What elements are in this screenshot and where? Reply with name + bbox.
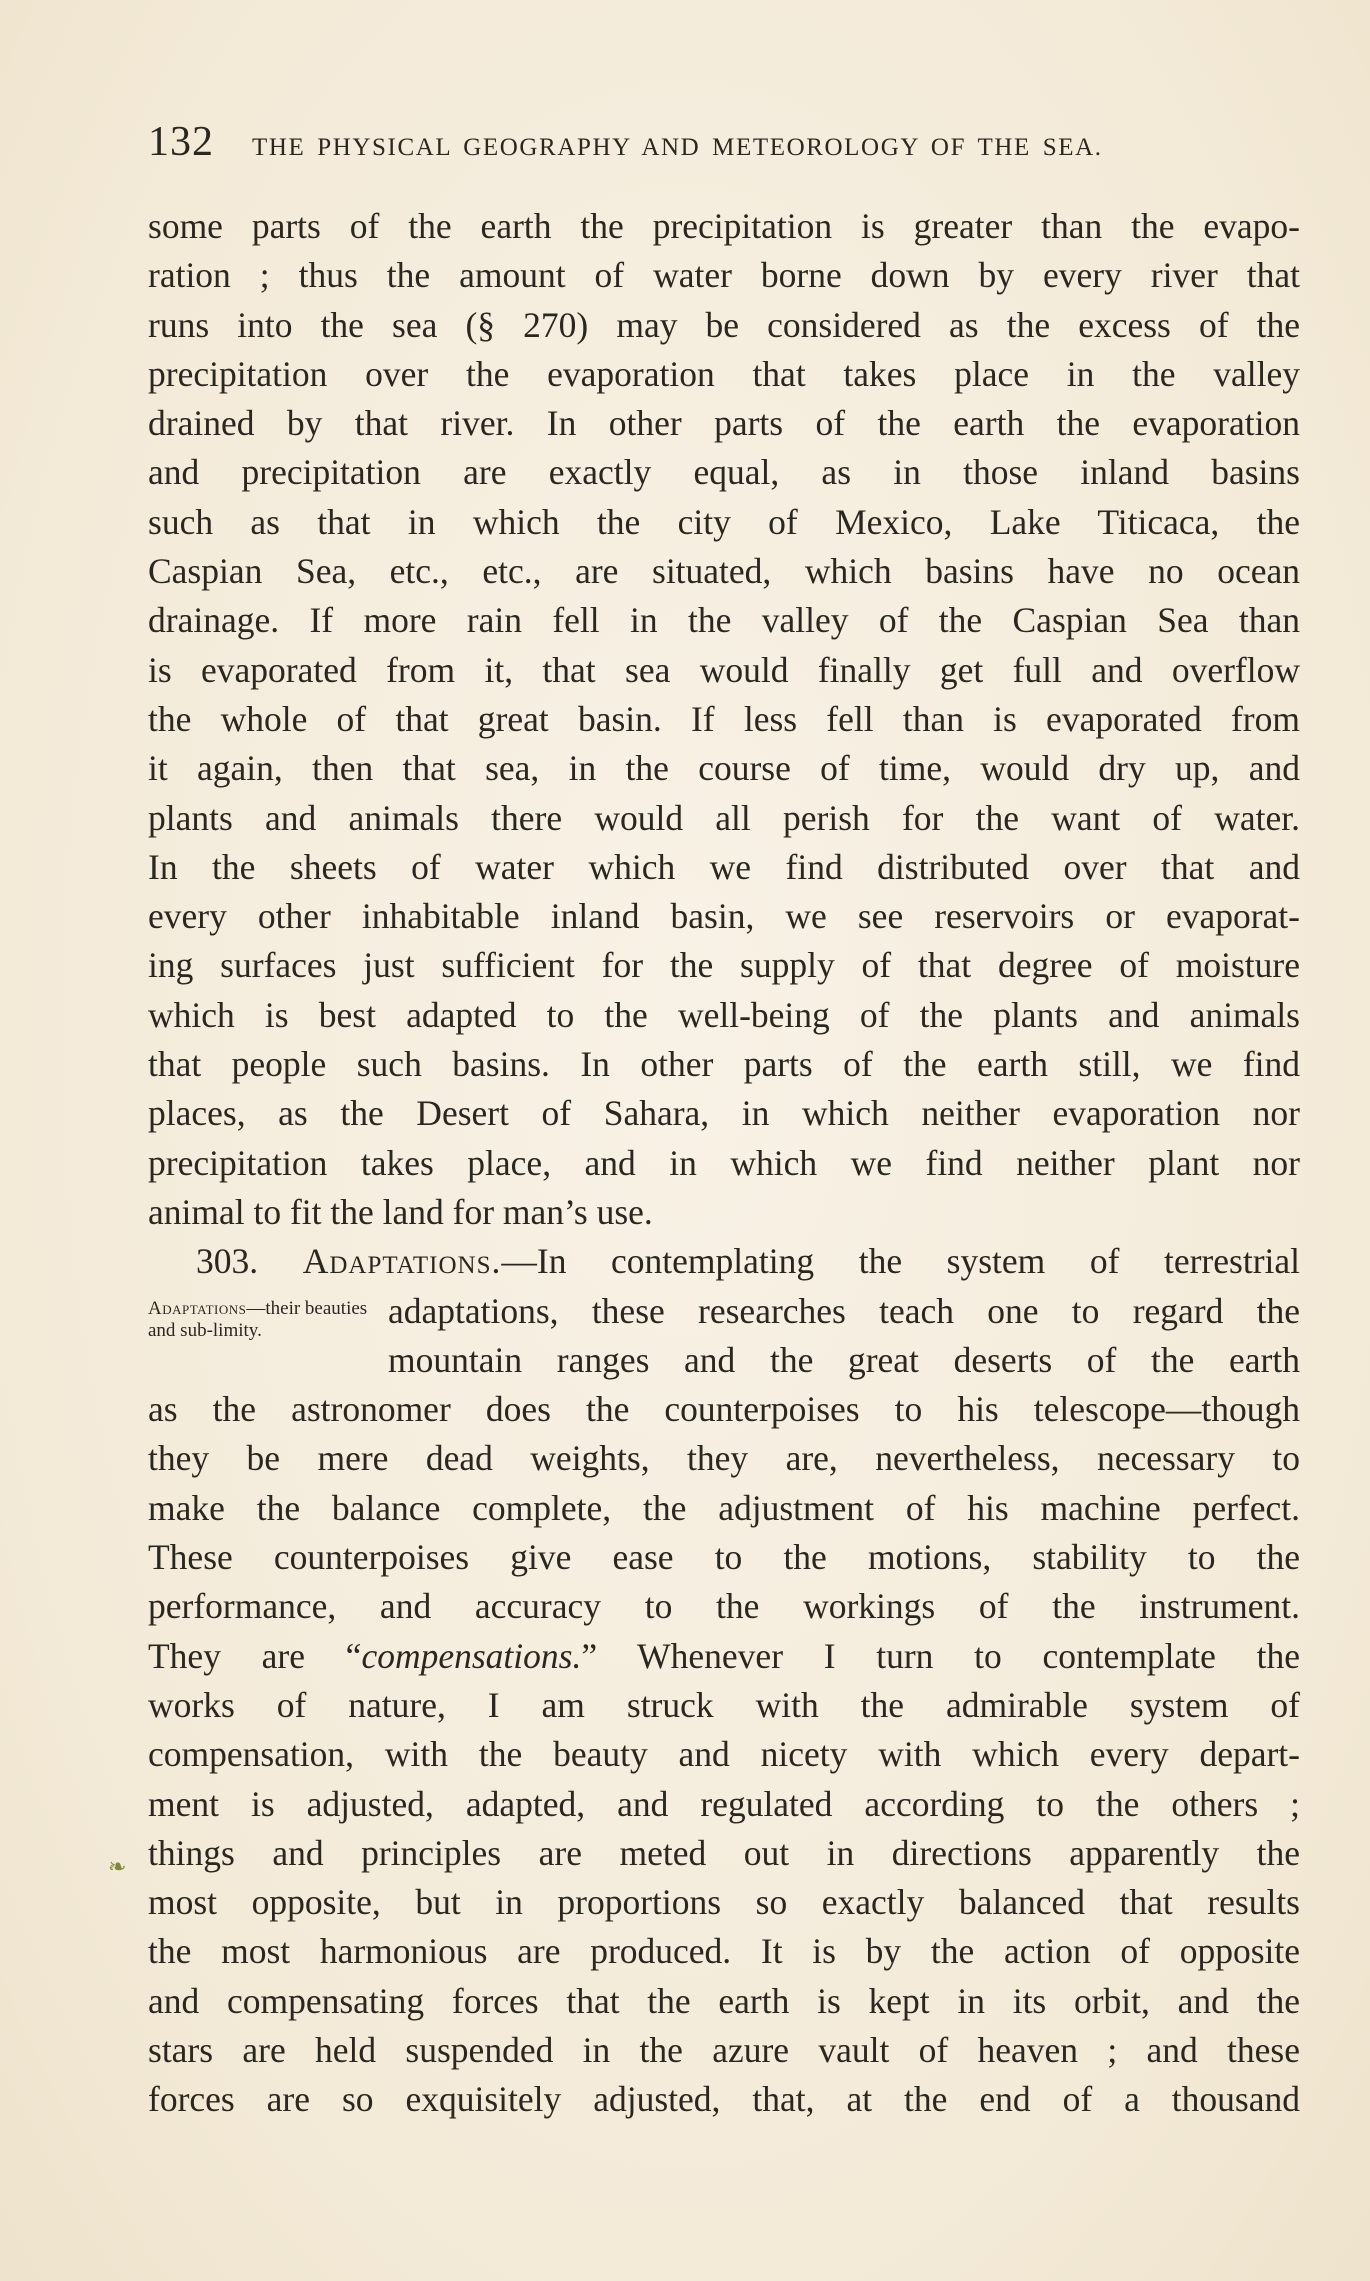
text-line: some parts of the earth the precipitation is greater than the evapo-: [148, 206, 1300, 246]
quote-before: They are “: [148, 1635, 362, 1676]
text-line: runs into the sea (§ 270) may be considered as the excess of the: [148, 304, 1300, 345]
text-line: compensation, with the beauty and nicety with which every depart-: [148, 1734, 1300, 1775]
quote-after: ” Whenever I turn to contemplate the: [581, 1635, 1300, 1676]
body-text: [148, 202, 1300, 2125]
text-line: animal to fit the land for man’s use.: [148, 1191, 653, 1232]
text-line: ment is adjusted, adapted, and regulated according to the others ;: [148, 1783, 1300, 1824]
margin-note-label: Adaptations: [148, 1298, 247, 1319]
text-line: These counterpoises give ease to the motions, stability to the: [148, 1537, 1300, 1578]
text-line: every other inhabitable inland basin, we see reservoirs or evaporat-: [148, 896, 1300, 937]
section-number: 303.: [196, 1241, 259, 1282]
text-line: is evaporated from it, that sea would finally get full and overflow: [148, 649, 1300, 690]
text-line: ration ; thus the amount of water borne down by every river that: [148, 255, 1300, 296]
running-head: [148, 118, 1238, 178]
text-line: they be mere dead weights, they are, nevertheless, necessary to: [148, 1438, 1300, 1479]
text-line: precipitation over the evaporation that takes place in the valley: [148, 353, 1300, 394]
section-heading: Adaptations.: [302, 1241, 502, 1282]
text-line: as the astronomer does the counterpoises to his telescope—though: [148, 1389, 1300, 1430]
text-line: ing surfaces just sufficient for the supply of that degree of moisture: [148, 945, 1300, 986]
text-line: In the sheets of water which we find distributed over that and: [148, 846, 1300, 887]
text-line: the most harmonious are produced. It is by the action of opposite: [148, 1931, 1300, 1972]
text-line: places, as the Desert of Sahara, in which neither evaporation nor: [148, 1093, 1300, 1134]
section-first-line: [148, 1237, 1300, 1286]
text-line: adaptations, these researches teach one to regard the: [388, 1290, 1300, 1331]
text-line: and compensating forces that the earth is kept in its orbit, and the: [148, 1980, 1300, 2021]
margin-note: [148, 1298, 388, 1342]
quote-line: [148, 1632, 1300, 1681]
text-line: which is best adapted to the well-being of the plants and animals: [148, 994, 1300, 1035]
running-title: THE PHYSICAL GEOGRAPHY AND METEOROLOGY OF THE SEA.: [252, 134, 1103, 161]
text-line: works of nature, I am struck with the admirable system of: [148, 1684, 1300, 1725]
text-line: precipitation takes place, and in which we find neither plant nor: [148, 1142, 1300, 1183]
text-line: mountain ranges and the great deserts of the earth: [388, 1339, 1300, 1380]
quote-italic: compensations.: [361, 1635, 582, 1676]
text-line: Caspian Sea, etc., etc., are situated, which basins have no ocean: [148, 551, 1300, 592]
text-line: make the balance complete, the adjustment of his machine perfect.: [148, 1487, 1300, 1528]
text-line: it again, then that sea, in the course of time, would dry up, and: [148, 748, 1300, 789]
text-line: forces are so exquisitely adjusted, that, at the end of a thousand: [148, 2079, 1300, 2120]
margin-note-text: —their beauties and sub-limity.: [148, 1298, 368, 1341]
text-line: things and principles are meted out in directions apparently the: [148, 1832, 1300, 1873]
text-line: plants and animals there would all perish for the want of water.: [148, 797, 1300, 838]
text-line: and precipitation are exactly equal, as in those inland basins: [148, 452, 1300, 493]
text-line: performance, and accuracy to the workings of the instrument.: [148, 1586, 1300, 1627]
text-line: drainage. If more rain fell in the valley of the Caspian Sea than: [148, 600, 1300, 641]
text-line: the whole of that great basin. If less fell than is evaporated from: [148, 698, 1300, 739]
text-line: that people such basins. In other parts of the earth still, we find: [148, 1044, 1300, 1085]
text-line: stars are held suspended in the azure vault of heaven ; and these: [148, 2029, 1300, 2070]
section-text: —In contemplating the system of terrestrial: [501, 1241, 1300, 1282]
text-line: drained by that river. In other parts of the earth the evaporation: [148, 403, 1300, 444]
ink-mark-icon: ❧: [108, 1855, 127, 1880]
text-line: most opposite, but in proportions so exactly balanced that results: [148, 1882, 1300, 1923]
text-line: such as that in which the city of Mexico, Lake Titicaca, the: [148, 501, 1300, 542]
page-number: 132: [148, 119, 214, 165]
